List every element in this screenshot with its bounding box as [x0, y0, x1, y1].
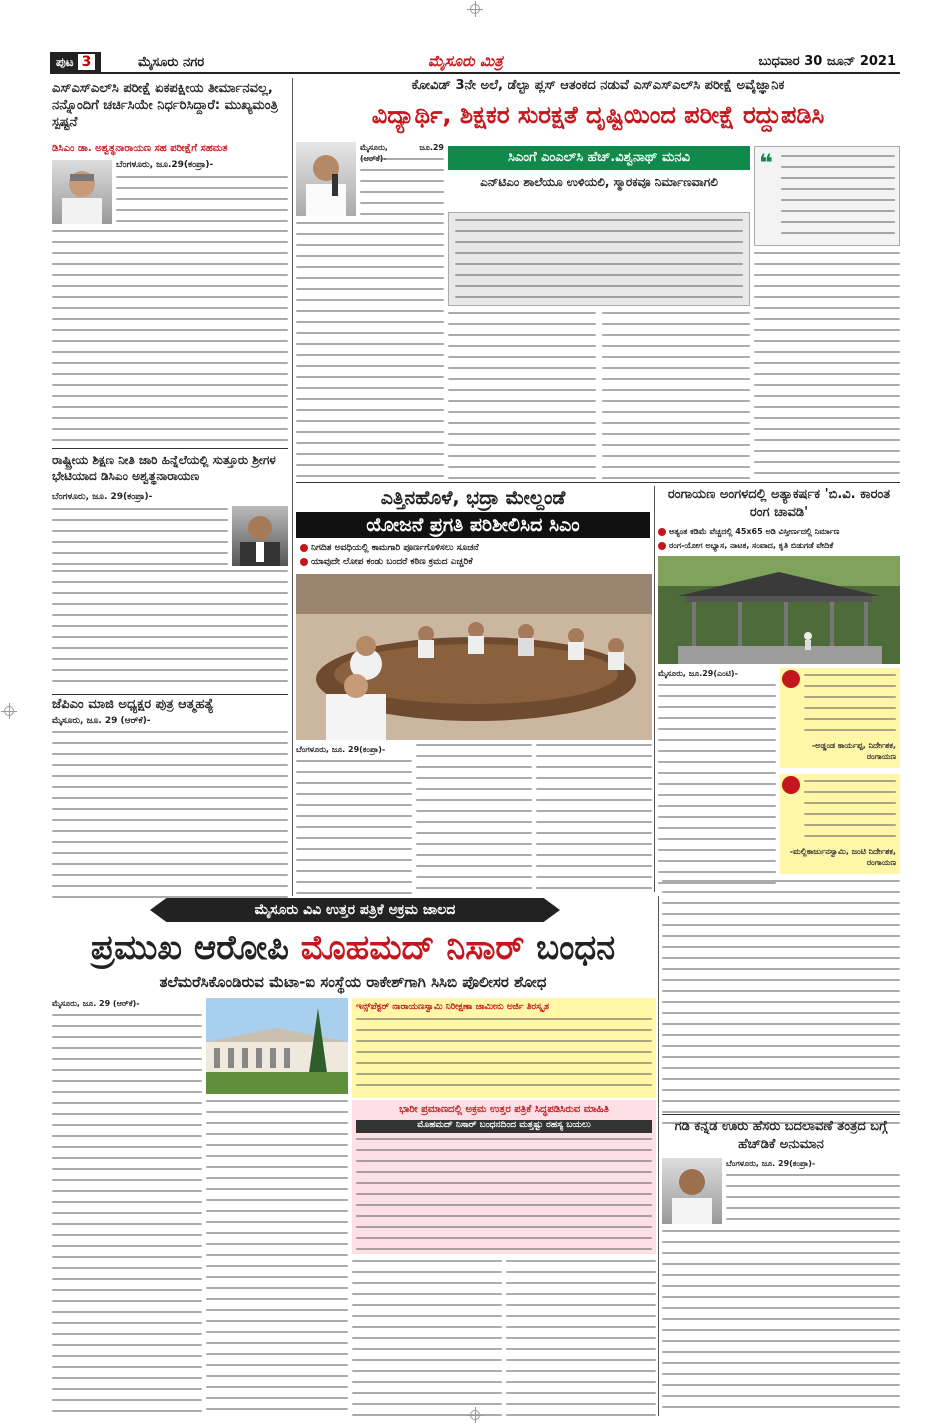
- bottom-body-col2: [206, 1100, 348, 1414]
- center-body-col1: [296, 760, 412, 892]
- right-bullet-2: ರಂಗ-ಯೋಗ ಅಭ್ಯಾಸ, ನಾಟಕ, ಸಂವಾದ, ಕೃತಿ ಬಿಡುಗಡೆ ವೇದಿಕೆ: [669, 541, 834, 550]
- right-dateline: ಮೈಸೂರು, ಜೂ.29(ಎಂಟಿ)-: [658, 669, 738, 678]
- section-city: ಮೈಸೂರು ನಗರ: [138, 55, 205, 70]
- left-top-headline: ಎಸ್‌ಎಸ್‌ಎಲ್‌ಸಿ ಪರೀಕ್ಷೆ ಏಕಪಕ್ಷೀಯ ತೀರ್ಮಾನವಲ್ಲ, ನನ್ನೊಂದಿಗೆ ಚರ್ಚಿಸಿಯೇ ನಿರ್ಧರಿಸಿದ್ದಾರೆ: ಮುಖ್ಯಮಂತ್ರಿ ಸ್ಪಷ್ಟನೆ: [52, 81, 278, 130]
- bullet-icon: [658, 528, 666, 536]
- bottom-body-col4: [506, 1260, 656, 1414]
- center-headline-1: ಎತ್ತಿನಹೊಳೆ, ಭದ್ರಾ ಮೇಲ್ದಂಡೆ: [380, 487, 566, 509]
- vishwanath-photo: [296, 142, 356, 216]
- center-dateline: ಬೆಂಗಳೂರು, ಜೂ. 29(ಕಂಪ್ರಾ)-: [296, 745, 386, 754]
- bottom-headline-part-2: ಬಂಧನ: [524, 928, 616, 968]
- bottom-dateline: ಮೈಸೂರು, ಜೂ. 29 (ಆರ್‌ಕೆ)-: [52, 999, 140, 1008]
- page-number: 3: [78, 54, 96, 70]
- quote-box-1: [780, 668, 900, 768]
- left-bottom-headline: ಜೆಪಿಎಂ ಮಾಜಿ ಅಧ್ಯಕ್ಷರ ಪುತ್ರ ಆತ್ಮಹತ್ಯೆ: [52, 697, 214, 712]
- right-bullet-1: ಅತ್ಯಂತ ಕಡಿಮೆ ವೆಚ್ಚದಲ್ಲಿ 45x65 ಅಡಿ ವಿಸ್ತೀರ್ಣದಲ್ಲಿ ನಿರ್ಮಾಣ: [669, 527, 840, 536]
- quote-icon: [782, 776, 800, 794]
- bullet-icon: [300, 544, 308, 552]
- divider: [52, 448, 288, 449]
- left-top-body: [116, 176, 288, 224]
- column-divider: [658, 896, 659, 1416]
- bullet-icon: [300, 558, 308, 566]
- bottom-headline: [50, 926, 656, 970]
- left-top-dateline: ಬೆಂಗಳೂರು, ಜೂ.29(ಕಂಪ್ರಾ)-: [116, 160, 214, 170]
- right-body-cont: [662, 880, 900, 1110]
- right-body-col1: [658, 684, 776, 892]
- hdk-portrait-photo: [662, 1158, 722, 1224]
- bottom-info-box: [352, 1100, 656, 1254]
- dcm-portrait-photo: [232, 506, 288, 566]
- quote-2-attribution: -ಮಲ್ಲಿಕಾರ್ಜುನಸ್ವಾಮಿ, ಜಂಟಿ ನಿರ್ದೇಶಕ, ರಂಗಾಯಣ: [789, 847, 896, 867]
- registration-mark: [470, 1410, 480, 1420]
- masthead: [50, 52, 900, 74]
- left-mid-body: [52, 508, 228, 568]
- center-body-col3: [536, 744, 652, 892]
- bottom-ribbon: ಮೈಸೂರು ವಿವಿ ಉತ್ತರ ಪತ್ರಿಕೆ ಅಕ್ರಮ ಜಾಲದ: [254, 902, 456, 918]
- info-box-subhead: ಮೊಹಮದ್ ನಿಸಾರ್ ಬಂಧನದಿಂದ ಮತ್ತಷ್ಟು ರಹಸ್ಯ ಬಯಲು: [356, 1120, 652, 1133]
- lead-subhead: ಎನ್‌ಟಿಎಂ ಶಾಲೆಯೂ ಉಳಿಯಲಿ, ಸ್ಮಾರಕವೂ ನಿರ್ಮಾಣವಾಗಲಿ: [480, 175, 718, 189]
- lead-body-col2: [448, 312, 596, 478]
- quote-icon: ❝: [759, 149, 774, 177]
- university-building-photo: [206, 998, 348, 1094]
- right-bottom-body-cont: [662, 1230, 900, 1414]
- quote-box-2: [780, 774, 900, 874]
- left-mid-body-cont: [52, 570, 288, 690]
- quote-1-attribution: -ಅಡ್ಡಂಡ ಕಾರ್ಯಪ್ಪ, ನಿರ್ದೇಶಕ, ರಂಗಾಯಣ: [811, 741, 896, 761]
- lead-quote-box: [754, 146, 900, 246]
- bottom-subhead: ತಲೆಮರೆಸಿಕೊಂಡಿರುವ ಮೆಟಾ-ಐ ಸಂಸ್ಥೆಯ ರಾಕೇಶ್‌ಗಾಗಿ ಸಿಸಿಬಿ ಪೊಲೀಸರ ಶೋಧ: [159, 973, 547, 991]
- lead-body-col3: [602, 312, 750, 478]
- bail-box-head: ಇನ್ಸ್‌ಪೆಕ್ಟರ್ ನಾರಾಯಣಸ್ವಾಮಿ ನಿರೀಕ್ಷಣಾ ಜಾಮೀನು ಅರ್ಜಿ ತಿರಸ್ಕೃತ: [356, 1002, 550, 1012]
- registration-mark: [470, 4, 480, 14]
- lead-summary-box: [448, 212, 750, 306]
- cm-meeting-photo: [296, 574, 652, 740]
- registration-mark: [4, 706, 14, 716]
- lead-body-col4: [754, 252, 900, 478]
- lead-body-col1: [296, 222, 444, 478]
- right-bottom-headline: ಗಡಿ ಕನ್ನಡ ಊರು ಹೆಸರು ಬದಲಾವಣೆ ತಂತ್ರದ ಬಗ್ಗೆ ಹೆಚ್‌ಡಿಕೆ ಅನುಮಾನ: [674, 1119, 888, 1152]
- lead-dateline: ಮೈಸೂರು, ಜೂ.29: [360, 143, 444, 152]
- page-tag: [50, 52, 101, 72]
- bottom-body-col3: [352, 1260, 502, 1414]
- quote-icon: [782, 670, 800, 688]
- center-bullet-2: ಯಾವುದೇ ಲೋಪ ಕಂಡು ಬಂದರೆ ಕಠಿಣ ಕ್ರಮದ ಎಚ್ಚರಿಕೆ: [311, 557, 473, 567]
- right-headline: ರಂಗಾಯಣ ಅಂಗಳದಲ್ಲಿ ಅತ್ಯಾಕರ್ಷಕ 'ಬಿ.ವಿ. ಕಾರಂತ ರಂಗ ಚಾವಡಿ': [667, 487, 891, 520]
- center-body-col2: [416, 744, 532, 892]
- paper-name: ಮೈಸೂರು ಮಿತ್ರ: [428, 52, 503, 70]
- page-label: ಪುಟ: [56, 55, 74, 69]
- left-mid-headline: ರಾಷ್ಟ್ರೀಯ ಶಿಕ್ಷಣ ನೀತಿ ಜಾರಿ ಹಿನ್ನೆಲೆಯಲ್ಲಿ ಸುತ್ತೂರು ಶ್ರೀಗಳ ಭೇಟಿಯಾದ ಡಿಸಿಎಂ ಅಶ್ವತ್ಥನಾರಾಯಣ: [52, 453, 276, 483]
- lead-body: [360, 158, 444, 218]
- info-box-head: ಭಾರೀ ಪ್ರಮಾಣದಲ್ಲಿ ಅಕ್ರಮ ಉತ್ತರ ಪತ್ರಿಕೆ ಸಿದ್ಧಪಡಿಸಿರುವ ಮಾಹಿತಿ: [399, 1104, 609, 1115]
- issue-date: ಬುಧವಾರ 30 ಜೂನ್ 2021: [758, 54, 896, 69]
- divider: [662, 1114, 900, 1115]
- bottom-bail-box: [352, 998, 656, 1098]
- ranga-chavadi-photo: [658, 556, 900, 664]
- center-bullet-1: ನಿಗದಿತ ಅವಧಿಯಲ್ಲಿ ಕಾಮಗಾರಿ ಪೂರ್ಣಗೊಳಿಸಲು ಸೂಚನೆ: [311, 543, 479, 553]
- lead-banner: ಸಿಎಂಗೆ ಎಂಎಲ್‌ಸಿ ಹೆಚ್.ವಿಶ್ವನಾಥ್ ಮನವಿ: [448, 146, 750, 170]
- column-divider: [654, 486, 655, 892]
- left-mid-dateline: ಬೆಂಗಳೂರು, ಜೂ. 29(ಕಂಪ್ರಾ)-: [52, 492, 153, 502]
- left-bottom-body: [52, 731, 288, 891]
- column-divider: [292, 78, 293, 896]
- lead-kicker: ಕೋವಿಡ್ 3ನೇ ಅಲೆ, ಡೆಲ್ಟಾ ಪ್ಲಸ್ ಆತಂಕದ ನಡುವೆ ಎಸ್‌ಎಸ್‌ಎಲ್‌ಸಿ ಪರೀಕ್ಷೆ ಅವೈಜ್ಞಾನಿಕ: [411, 78, 785, 93]
- cm-portrait-photo: [52, 160, 112, 224]
- bottom-headline-accused: ಮೊಹಮದ್ ನಿಸಾರ್: [300, 928, 525, 968]
- bullet-icon: [658, 542, 666, 550]
- lead-headline: ವಿದ್ಯಾರ್ಥಿ, ಶಿಕ್ಷಕರ ಸುರಕ್ಷತೆ ದೃಷ್ಟಿಯಿಂದ ಪರೀಕ್ಷೆ ರದ್ದುಪಡಿಸಿ: [296, 96, 900, 136]
- left-bottom-dateline: ಮೈಸೂರು, ಜೂ. 29 (ಆರ್‌ಕೆ)-: [52, 716, 151, 726]
- left-top-body-cont: [52, 230, 288, 444]
- left-top-subhead: ಡಿಸಿಎಂ ಡಾ. ಅಶ್ವತ್ಥನಾರಾಯಣ ಸಹ ಪರೀಕ್ಷೆಗೆ ಸಹಮತ: [52, 143, 228, 154]
- right-bottom-body: [726, 1174, 900, 1226]
- right-bottom-dateline: ಬೆಂಗಳೂರು, ಜೂ. 29(ಕಂಪ್ರಾ)-: [726, 1159, 816, 1168]
- bottom-headline-part-1: ಪ್ರಮುಖ ಆರೋಪಿ: [90, 928, 301, 968]
- divider: [296, 482, 900, 483]
- bottom-body-col1: [52, 1014, 202, 1414]
- divider: [52, 694, 288, 695]
- center-headline-2: ಯೋಜನೆ ಪ್ರಗತಿ ಪರಿಶೀಲಿಸಿದ ಸಿಎಂ: [296, 512, 650, 538]
